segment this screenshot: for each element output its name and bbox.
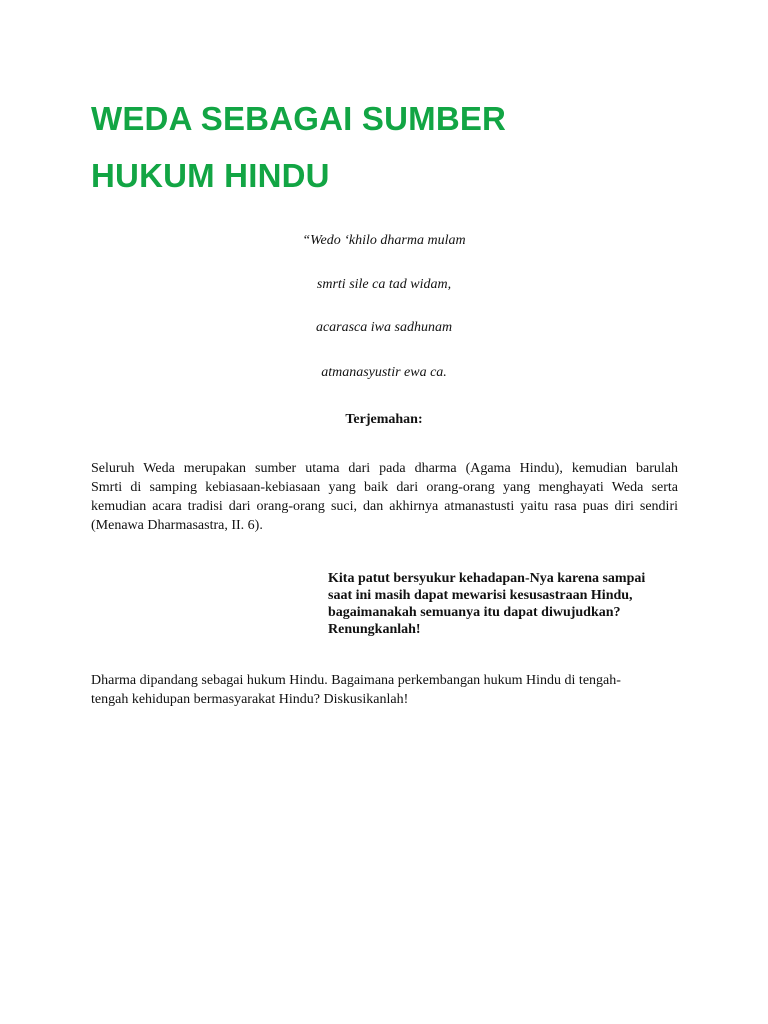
reflection-note	[328, 570, 658, 638]
page-title-line-2: HUKUM HINDU	[91, 157, 330, 194]
page-title	[91, 90, 506, 204]
verse-line-3: acarasca iwa sadhunam	[315, 320, 453, 335]
translation-heading: Terjemahan:	[345, 412, 423, 427]
verse-line-4: atmanasyustir ewa ca.	[321, 365, 447, 380]
translation-line-2: Smrti di samping kebiasaan-kebiasaan yang baik dari orang-orang yang menghayati Weda serta	[91, 480, 678, 495]
translation-line-3: kemudian acara tradisi dari orang-orang suci, dan akhirnya atmanastusti yaitu rasa puas diri sendiri	[91, 499, 678, 514]
discussion-line-2: tengah kehidupan bermasyarakat Hindu? Diskusikanlah!	[91, 692, 409, 707]
translation-paragraph	[91, 459, 678, 535]
reflection-line-2: saat ini masih dapat mewarisi kesusastraan Hindu,	[328, 588, 633, 603]
translation-line-1: Seluruh Weda merupakan sumber utama dari pada dharma (Agama Hindu), kemudian barulah	[91, 461, 678, 476]
reflection-line-1: Kita patut bersyukur kehadapan-Nya karena sampai	[328, 571, 646, 586]
discussion-paragraph	[91, 671, 678, 709]
translation-line-4: (Menawa Dharmasastra, II. 6).	[91, 518, 263, 533]
reflection-line-3: bagaimanakah semuanya itu dapat diwujudkan?	[328, 605, 621, 620]
verse-line-2: smrti sile ca tad widam,	[316, 277, 452, 292]
verse-line-1: “Wedo ‘khilo dharma mulam	[302, 233, 466, 248]
page-title-line-1: WEDA SEBAGAI SUMBER	[91, 100, 507, 137]
reflection-line-4: Renungkanlah!	[328, 622, 421, 637]
discussion-line-1: Dharma dipandang sebagai hukum Hindu. Bagaimana perkembangan hukum Hindu di tengah-	[91, 673, 621, 688]
